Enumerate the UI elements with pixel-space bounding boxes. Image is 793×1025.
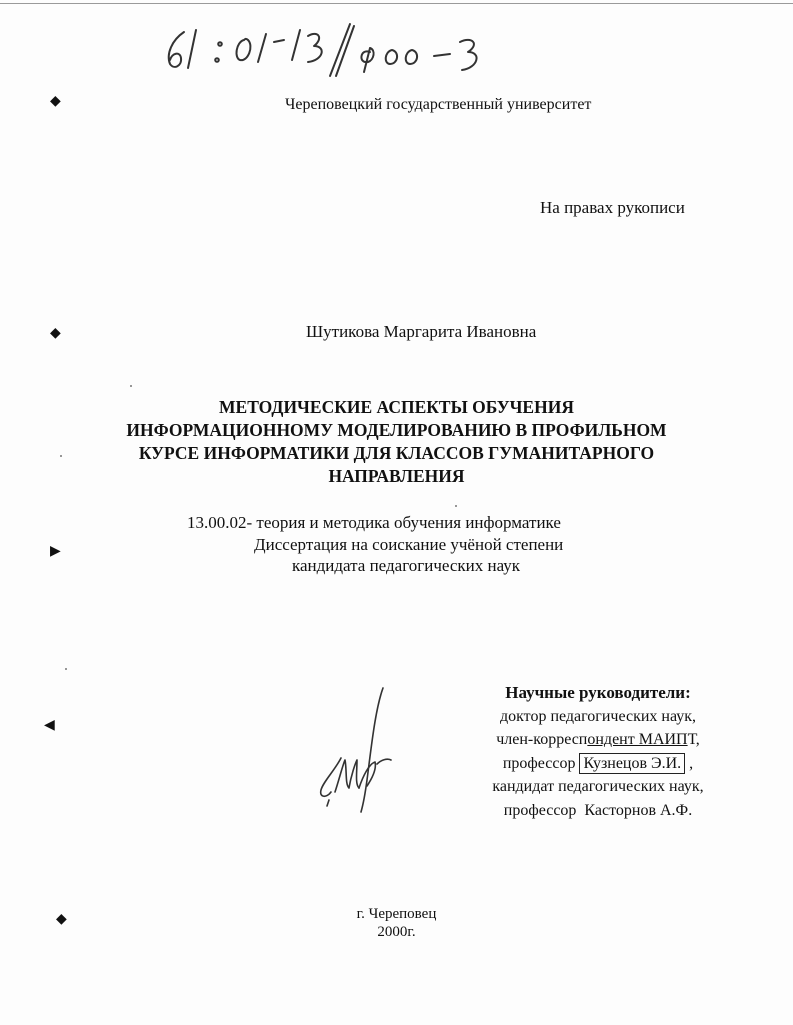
- supervisor-text: профессор: [502, 754, 576, 772]
- scan-speck: [455, 505, 457, 507]
- boxed-name: Кузнецов Э.И.: [579, 753, 685, 774]
- university-name: Череповецкий государственный университет: [285, 96, 592, 113]
- title-line: КУРСЕ ИНФОРМАТИКИ ДЛЯ КЛАССОВ ГУМАНИТАРНОГО: [138, 443, 655, 463]
- signature: [305, 680, 395, 830]
- author-name: Шутикова Маргарита Ивановна: [306, 322, 537, 341]
- scan-edge-line: [0, 3, 793, 4]
- margin-mark: ◆: [50, 326, 61, 341]
- supervisor-line: профессор Касторнов А.Ф.: [503, 801, 693, 819]
- candidate-line: кандидата педагогических наук: [292, 556, 521, 575]
- specialty-code: 13.00.02- теория и методика обучения информатике: [187, 513, 561, 532]
- supervisor-text: член-корресп: [496, 731, 588, 748]
- margin-mark: ◀: [44, 718, 55, 733]
- supervisor-line: [470, 728, 726, 752]
- margin-mark: ◆: [56, 912, 67, 927]
- supervisors-heading: Научные руководители:: [505, 683, 691, 702]
- title-line: МЕТОДИЧЕСКИЕ АСПЕКТЫ ОБУЧЕНИЯ: [219, 397, 574, 417]
- supervisor-line: [470, 752, 726, 776]
- supervisor-text: ,: [689, 754, 694, 772]
- year: 2000г.: [377, 924, 416, 940]
- supervisors-block: [470, 681, 726, 822]
- scan-speck: [130, 385, 132, 387]
- underlined-text: ондент МАИП: [587, 731, 688, 748]
- degree-line: Диссертация на соискание учёной степени: [254, 535, 564, 554]
- title-line: ИНФОРМАЦИОННОМУ МОДЕЛИРОВАНИЮ В ПРОФИЛЬНОМ: [126, 420, 667, 440]
- supervisor-line: кандидат педагогических наук,: [492, 778, 704, 795]
- supervisor-line: доктор педагогических наук,: [499, 707, 697, 725]
- city: г. Череповец: [356, 906, 437, 922]
- dissertation-title: [0, 396, 793, 488]
- rights-note: На правах рукописи: [540, 198, 685, 217]
- scan-speck: [65, 668, 67, 670]
- handwritten-registration-number: [150, 20, 530, 80]
- margin-mark: ▶: [50, 544, 61, 559]
- margin-mark: ◆: [50, 94, 61, 109]
- title-line: НАПРАВЛЕНИЯ: [328, 466, 465, 486]
- supervisor-text: Т,: [687, 731, 700, 748]
